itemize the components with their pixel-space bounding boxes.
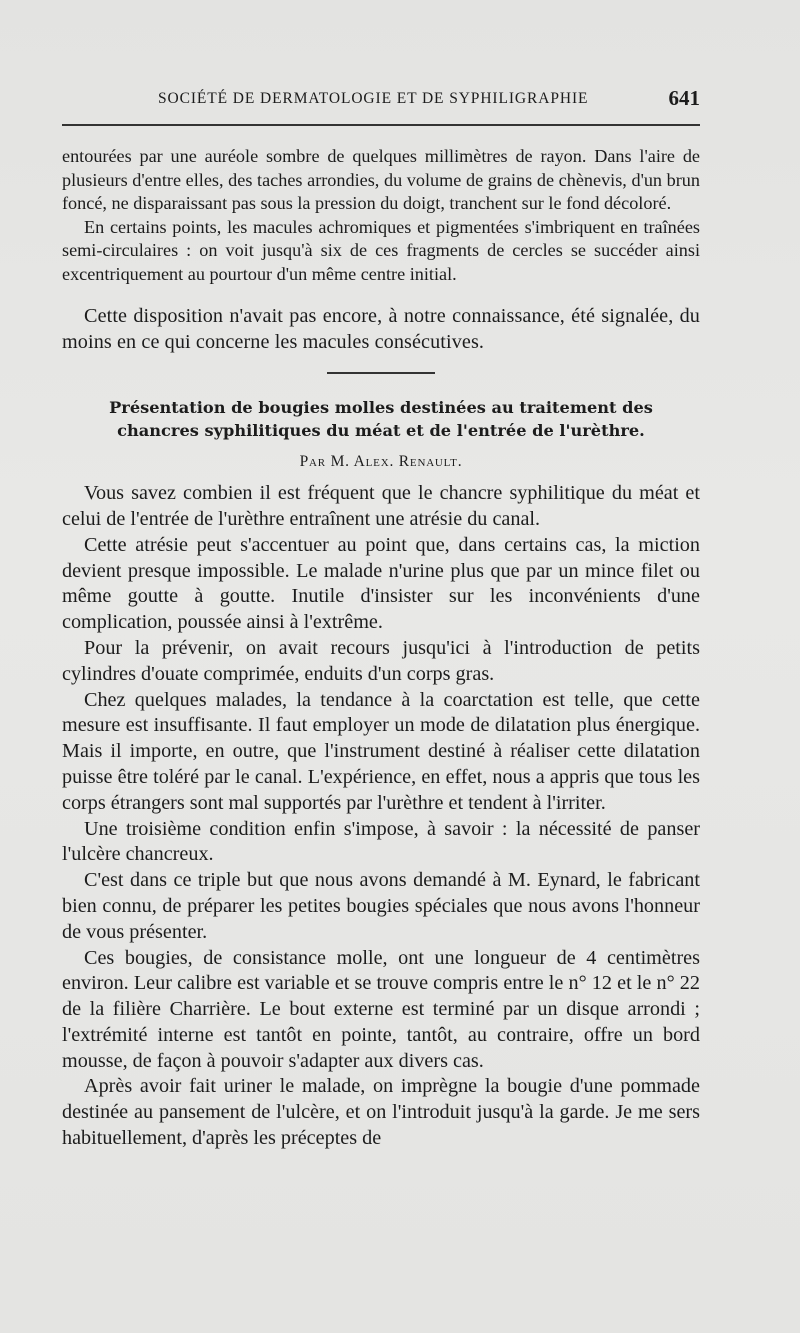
running-head: SOCIÉTÉ DE DERMATOLOGIE ET DE SYPHILIGRAPHIE [158,90,589,107]
section-title: Présentation de bougies molles destinées au traitement des chancres syphilitiques du méat et de l'entrée de l'urèthre. [109,397,653,440]
paragraph: En certains points, les macules achromiques et pigmentées s'imbriquent en traînées semi-circulaires : on voit jusqu'à six de ces fragments de cercles se succéder ainsi excentriquement au pourtour d'un même centre initial. [62,216,700,284]
article-paragraph: Cette atrésie peut s'accentuer au point que, dans certains cas, la miction devient presque impossible. Le malade n'urine plus que par un mince filet ou même goutte à goutte. Inutile d'insister sur les inconvénients d'une complication, poussée ainsi à l'extrême. [62,533,700,634]
article-body [62,481,700,1152]
paragraph-continued: entourées par une auréole sombre de quelques millimètres de rayon. Dans l'aire de plusieurs d'entre elles, des taches arrondies, du volume de grains de chènevis, d'un brun foncé, ne disparaissant pas sous la pression du doigt, tranchent sur le fond décoloré. [62,146,700,214]
article-paragraph: C'est dans ce triple but que nous avons demandé à M. Eynard, le fabricant bien connu, de préparer les petites bougies spéciales que nous avons l'honneur de vous présenter. [62,869,700,943]
header-rule [62,124,700,126]
article-paragraph: Ces bougies, de consistance molle, ont une longueur de 4 centimètres environ. Leur calibre est variable et se trouve compris entre le n° 12 et le n° 22 de la filière Charrière. Le bout externe est terminé par un disque arrondi ; l'extrémité interne est tantôt en pointe, tantôt, au contraire, offre un bord mousse, de façon à pouvoir s'adapter aux divers cas. [62,946,700,1072]
section-separator [327,372,435,374]
article-paragraph: Chez quelques malades, la tendance à la coarctation est telle, que cette mesure est insuffisante. Il faut employer un mode de dilatation plus énergique. Mais il importe, en outre, que l'instrument destiné à réaliser cette dilatation puisse être toléré par le canal. L'expérience, en effet, nous a appris que tous les corps étrangers sont mal supportés par l'urèthre et tendent à l'irriter. [62,688,700,814]
page-number: 641 [668,86,700,110]
body-text [62,145,700,1152]
article-paragraph: Une troisième condition enfin s'impose, à savoir : la nécessité de panser l'ulcère chancreux. [62,817,700,866]
article-paragraph: Après avoir fait uriner le malade, on imprègne la bougie d'une pommade destinée au pansement de l'ulcère, et on l'introduit jusqu'à la garde. Je me sers habituellement, d'après les préceptes de [62,1075,700,1150]
article-paragraph: Pour la prévenir, on avait recours jusqu'ici à l'introduction de petits cylindres d'ouate comprimée, enduits d'un corps gras. [62,636,700,685]
article-paragraph: Vous savez combien il est fréquent que le chancre syphilitique du méat et celui de l'entrée de l'urèthre entraînent une atrésie du canal. [62,482,700,530]
author-byline: Par M. Alex. Renault. [299,452,463,470]
paragraph-conclusion: Cette disposition n'avait pas encore, à notre connaissance, été signalée, du moins en ce qui concerne les macules consécutives. [62,304,700,353]
page-header [62,88,700,114]
